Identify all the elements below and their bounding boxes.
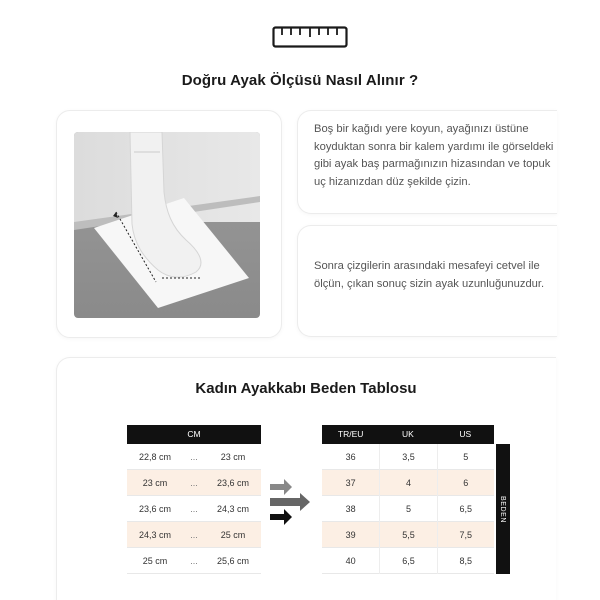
size-tr-eu: 38 [345,503,356,514]
instruction-text-1: Boş bir kağıdı yere koyun, ayağınızı üstüne koyduktan sonra bir kalem yardımı ile görseldeki gibi ayak baş parmağınızın hizasından ve topuk uç hizanızdan düz şekilde çizin. [314,123,554,188]
size-header-tr-eu: TR/EU [337,429,364,439]
cm-row [127,548,261,574]
size-us: 7,5 [437,522,494,548]
beden-label-text: BEDEN [499,495,507,523]
size-row [322,444,494,470]
cm-sep: ... [190,555,198,566]
size-row [322,496,494,522]
cm-sep: ... [190,451,198,462]
cm-sep: ... [190,529,198,540]
size-row [322,522,494,548]
page-title: Doğru Ayak Ölçüsü Nasıl Alınır ? [181,72,419,89]
size-us: 5 [437,444,494,470]
size-tr-eu: 36 [345,451,356,462]
size-tr-eu: 37 [345,477,356,488]
beden-label [496,444,510,574]
size-uk: 4 [379,470,436,496]
cm-header: CM [127,425,261,444]
arrow-right-icon [270,478,314,526]
cm-from: 24,3 cm [138,529,171,540]
cm-table [127,425,261,574]
instruction-text-2: Sonra çizgilerin arasındaki mesafeyi cetvel ile ölçün, çıkan sonuç sizin ayak uzunluğunuzdur. [314,260,545,290]
size-header-row [322,425,494,444]
size-table [322,425,494,574]
cm-row [127,470,261,496]
cm-from: 23,6 cm [138,503,171,514]
size-tr-eu: 39 [345,529,356,540]
size-uk: 5,5 [379,522,436,548]
foot-measurement-photo [74,132,260,318]
cm-row [127,496,261,522]
cm-from: 23 cm [142,477,168,488]
size-us: 6 [437,470,494,496]
size-uk: 5 [379,496,436,522]
cm-to: 23,6 cm [216,477,249,488]
cm-to: 25,6 cm [216,555,249,566]
size-uk: 6,5 [379,548,436,574]
cm-to: 25 cm [220,529,246,540]
cm-from: 25 cm [142,555,168,566]
ruler-icon [272,26,348,48]
cm-sep: ... [190,503,198,514]
size-us: 6,5 [437,496,494,522]
cm-row [127,444,261,470]
size-row [322,548,494,574]
size-uk: 3,5 [379,444,436,470]
size-tr-eu: 40 [345,555,356,566]
size-header-us: US [459,429,472,439]
size-header-uk: UK [402,429,414,439]
cm-sep: ... [190,477,198,488]
cm-row [127,522,261,548]
cm-to: 23 cm [220,451,246,462]
cm-to: 24,3 cm [216,503,249,514]
size-chart-title: Kadın Ayakkabı Beden Tablosu [195,380,417,397]
size-row [322,470,494,496]
size-us: 8,5 [437,548,494,574]
cm-from: 22,8 cm [138,451,171,462]
